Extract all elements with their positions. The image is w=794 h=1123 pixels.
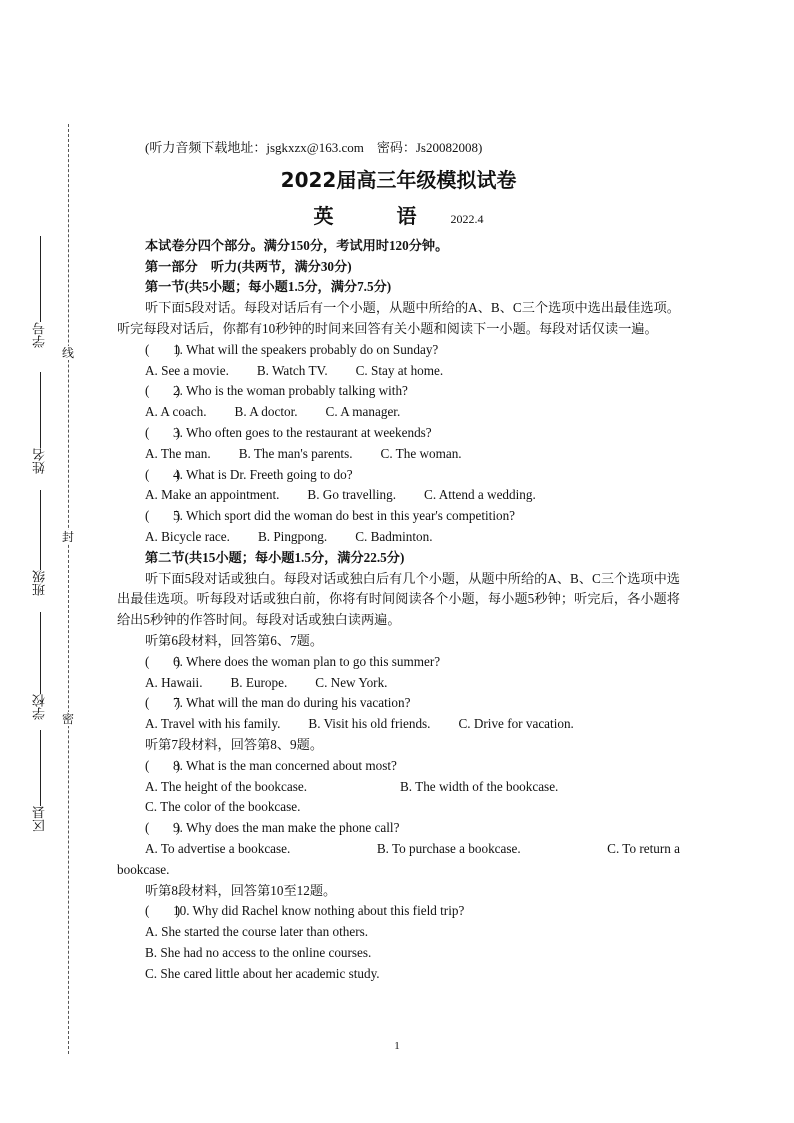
name-rule bbox=[40, 372, 41, 448]
section1-heading: 第一节(共5小题；每小题1.5分，满分7.5分) bbox=[145, 279, 392, 295]
question-2 bbox=[117, 381, 680, 402]
question-9-option-c-continued: bookcase. bbox=[117, 861, 170, 877]
question-7 bbox=[117, 693, 680, 714]
answer-blank[interactable]: ( ) bbox=[145, 903, 181, 919]
question-1 bbox=[117, 340, 680, 361]
exam-title: 2022届高三年级模拟试卷 bbox=[280, 167, 517, 192]
question-2-options bbox=[117, 402, 680, 423]
option-a: A. The height of the bookcase. bbox=[145, 778, 307, 794]
question-4 bbox=[117, 465, 680, 486]
option-c: C. The woman. bbox=[380, 445, 462, 461]
option-b: B. Watch TV. bbox=[256, 362, 328, 378]
material-7-note: 听第7段材料，回答第8、9题。 bbox=[145, 736, 324, 752]
answer-blank[interactable]: ( ) bbox=[145, 820, 181, 836]
school-label: 学校 bbox=[32, 694, 48, 720]
school-rule bbox=[40, 612, 41, 694]
question-text: 9. Why does the man make the phone call? bbox=[173, 820, 400, 836]
question-8-options-ab bbox=[117, 777, 680, 798]
binding-dashed-line bbox=[68, 124, 69, 1054]
question-text: 8. What is the man concerned about most? bbox=[173, 757, 397, 773]
question-text: 6. Where does the woman plan to go this summer? bbox=[173, 653, 441, 669]
subject-name: 英 语 bbox=[313, 203, 445, 228]
question-5-options bbox=[117, 527, 680, 548]
option-b: B. Europe. bbox=[230, 674, 288, 690]
margin-char-feng: 封 bbox=[62, 530, 75, 544]
material-8-note: 听第8段材料，回答第10至12题。 bbox=[145, 882, 337, 898]
audio-download-note: (听力音频下载地址：jsgkxzx@163.com 密码：Js20082008) bbox=[145, 140, 483, 155]
answer-blank[interactable]: ( ) bbox=[145, 653, 181, 669]
margin-char-xian: 线 bbox=[62, 346, 75, 360]
option-b: B. The width of the bookcase. bbox=[400, 778, 559, 794]
option-b: B. A doctor. bbox=[234, 404, 298, 420]
part1-heading: 第一部分 听力(共两节，满分30分) bbox=[145, 258, 352, 274]
question-text: 5. Which sport did the woman do best in this year's competition? bbox=[173, 508, 516, 524]
question-9 bbox=[117, 818, 680, 839]
option-a: A. The man. bbox=[145, 445, 211, 461]
student-id-field bbox=[20, 236, 60, 348]
option-c: C. Attend a wedding. bbox=[424, 487, 536, 503]
question-10 bbox=[117, 901, 680, 922]
question-text: 7. What will the man do during his vacation? bbox=[173, 695, 411, 711]
option-c: C. To return a bbox=[607, 840, 680, 856]
class-rule bbox=[40, 490, 41, 570]
option-a: A. Make an appointment. bbox=[145, 487, 280, 503]
question-4-options bbox=[117, 485, 680, 506]
subject-row bbox=[117, 203, 680, 232]
question-6-options bbox=[117, 673, 680, 694]
student-id-rule bbox=[40, 236, 41, 322]
option-a: A. Travel with his family. bbox=[145, 716, 281, 732]
option-b: B. To purchase a bookcase. bbox=[376, 840, 521, 856]
option-b: B. Pingpong. bbox=[257, 528, 328, 544]
option-b: B. Go travelling. bbox=[307, 487, 397, 503]
section2-heading: 第二节(共15小题；每小题1.5分，满分22.5分) bbox=[145, 549, 405, 565]
option-b: B. The man's parents. bbox=[238, 445, 353, 461]
question-text: 4. What is Dr. Freeth going to do? bbox=[173, 466, 353, 482]
option-a: A. See a movie. bbox=[145, 362, 229, 378]
class-field bbox=[20, 490, 60, 596]
option-c: C. Drive for vacation. bbox=[458, 716, 574, 732]
question-7-options bbox=[117, 714, 680, 735]
section2-instructions: 听下面5段对话或独白。每段对话或独白后有几个小题，从题中所给的A、B、C三个选项中选出最佳选项。听每段对话或独白前，你将有时间阅读各个小题，每小题5秒钟；听完后，各小题将给出5秒钟的作答时间。每段对话或独白读两遍。 bbox=[117, 570, 680, 628]
question-text: 10. Why did Rachel know nothing about this field trip? bbox=[173, 903, 465, 919]
page-number: 1 bbox=[394, 1040, 400, 1052]
option-c: C. Badminton. bbox=[355, 528, 433, 544]
question-text: 3. Who often goes to the restaurant at weekends? bbox=[173, 424, 432, 440]
question-10-option-a: A. She started the course later than others. bbox=[145, 924, 369, 940]
question-10-option-b: B. She had no access to the online courses. bbox=[145, 944, 372, 960]
question-8-option-c: C. The color of the bookcase. bbox=[145, 799, 301, 815]
option-a: A. Hawaii. bbox=[145, 674, 203, 690]
option-c: C. A manager. bbox=[325, 404, 401, 420]
district-rule bbox=[40, 730, 41, 806]
option-a: A. Bicycle race. bbox=[145, 528, 230, 544]
class-label: 班级 bbox=[32, 570, 48, 596]
exam-date: 2022.4 bbox=[450, 211, 484, 226]
answer-blank[interactable]: ( ) bbox=[145, 757, 181, 773]
question-3-options bbox=[117, 444, 680, 465]
answer-blank[interactable]: ( ) bbox=[145, 424, 181, 440]
answer-blank[interactable]: ( ) bbox=[145, 695, 181, 711]
material-6-note: 听第6段材料，回答第6、7题。 bbox=[145, 632, 324, 648]
answer-blank[interactable]: ( ) bbox=[145, 341, 181, 357]
answer-blank[interactable]: ( ) bbox=[145, 508, 181, 524]
district-field bbox=[20, 730, 60, 832]
question-text: 2. Who is the woman probably talking with? bbox=[173, 383, 408, 399]
answer-blank[interactable]: ( ) bbox=[145, 383, 181, 399]
question-9-options bbox=[117, 839, 680, 860]
name-field bbox=[20, 372, 60, 474]
paper-info: 本试卷分四个部分。满分150分，考试用时120分钟。 bbox=[145, 237, 449, 253]
section1-instructions: 听下面5段对话。每段对话后有一个小题，从题中所给的A、B、C三个选项中选出最佳选项。听完每段对话后，你都有10秒钟的时间来回答有关小题和阅读下一小题。每段对话仅读一遍。 bbox=[117, 300, 680, 336]
question-10-option-c: C. She cared little about her academic study. bbox=[145, 965, 380, 981]
answer-blank[interactable]: ( ) bbox=[145, 466, 181, 482]
question-3 bbox=[117, 423, 680, 444]
student-id-label: 学号 bbox=[32, 322, 48, 348]
option-c: C. New York. bbox=[315, 674, 388, 690]
question-text: 1. What will the speakers probably do on Sunday? bbox=[173, 341, 439, 357]
question-8 bbox=[117, 756, 680, 777]
name-label: 姓名 bbox=[32, 448, 48, 474]
school-field bbox=[20, 612, 60, 720]
question-1-options bbox=[117, 361, 680, 382]
exam-content bbox=[117, 138, 680, 984]
option-c: C. Stay at home. bbox=[355, 362, 444, 378]
question-6 bbox=[117, 652, 680, 673]
option-a: A. A coach. bbox=[145, 404, 207, 420]
district-label: 区县 bbox=[32, 806, 48, 832]
question-5 bbox=[117, 506, 680, 527]
option-b: B. Visit his old friends. bbox=[308, 716, 431, 732]
margin-char-mi: 密 bbox=[62, 712, 75, 726]
option-a: A. To advertise a bookcase. bbox=[145, 840, 291, 856]
